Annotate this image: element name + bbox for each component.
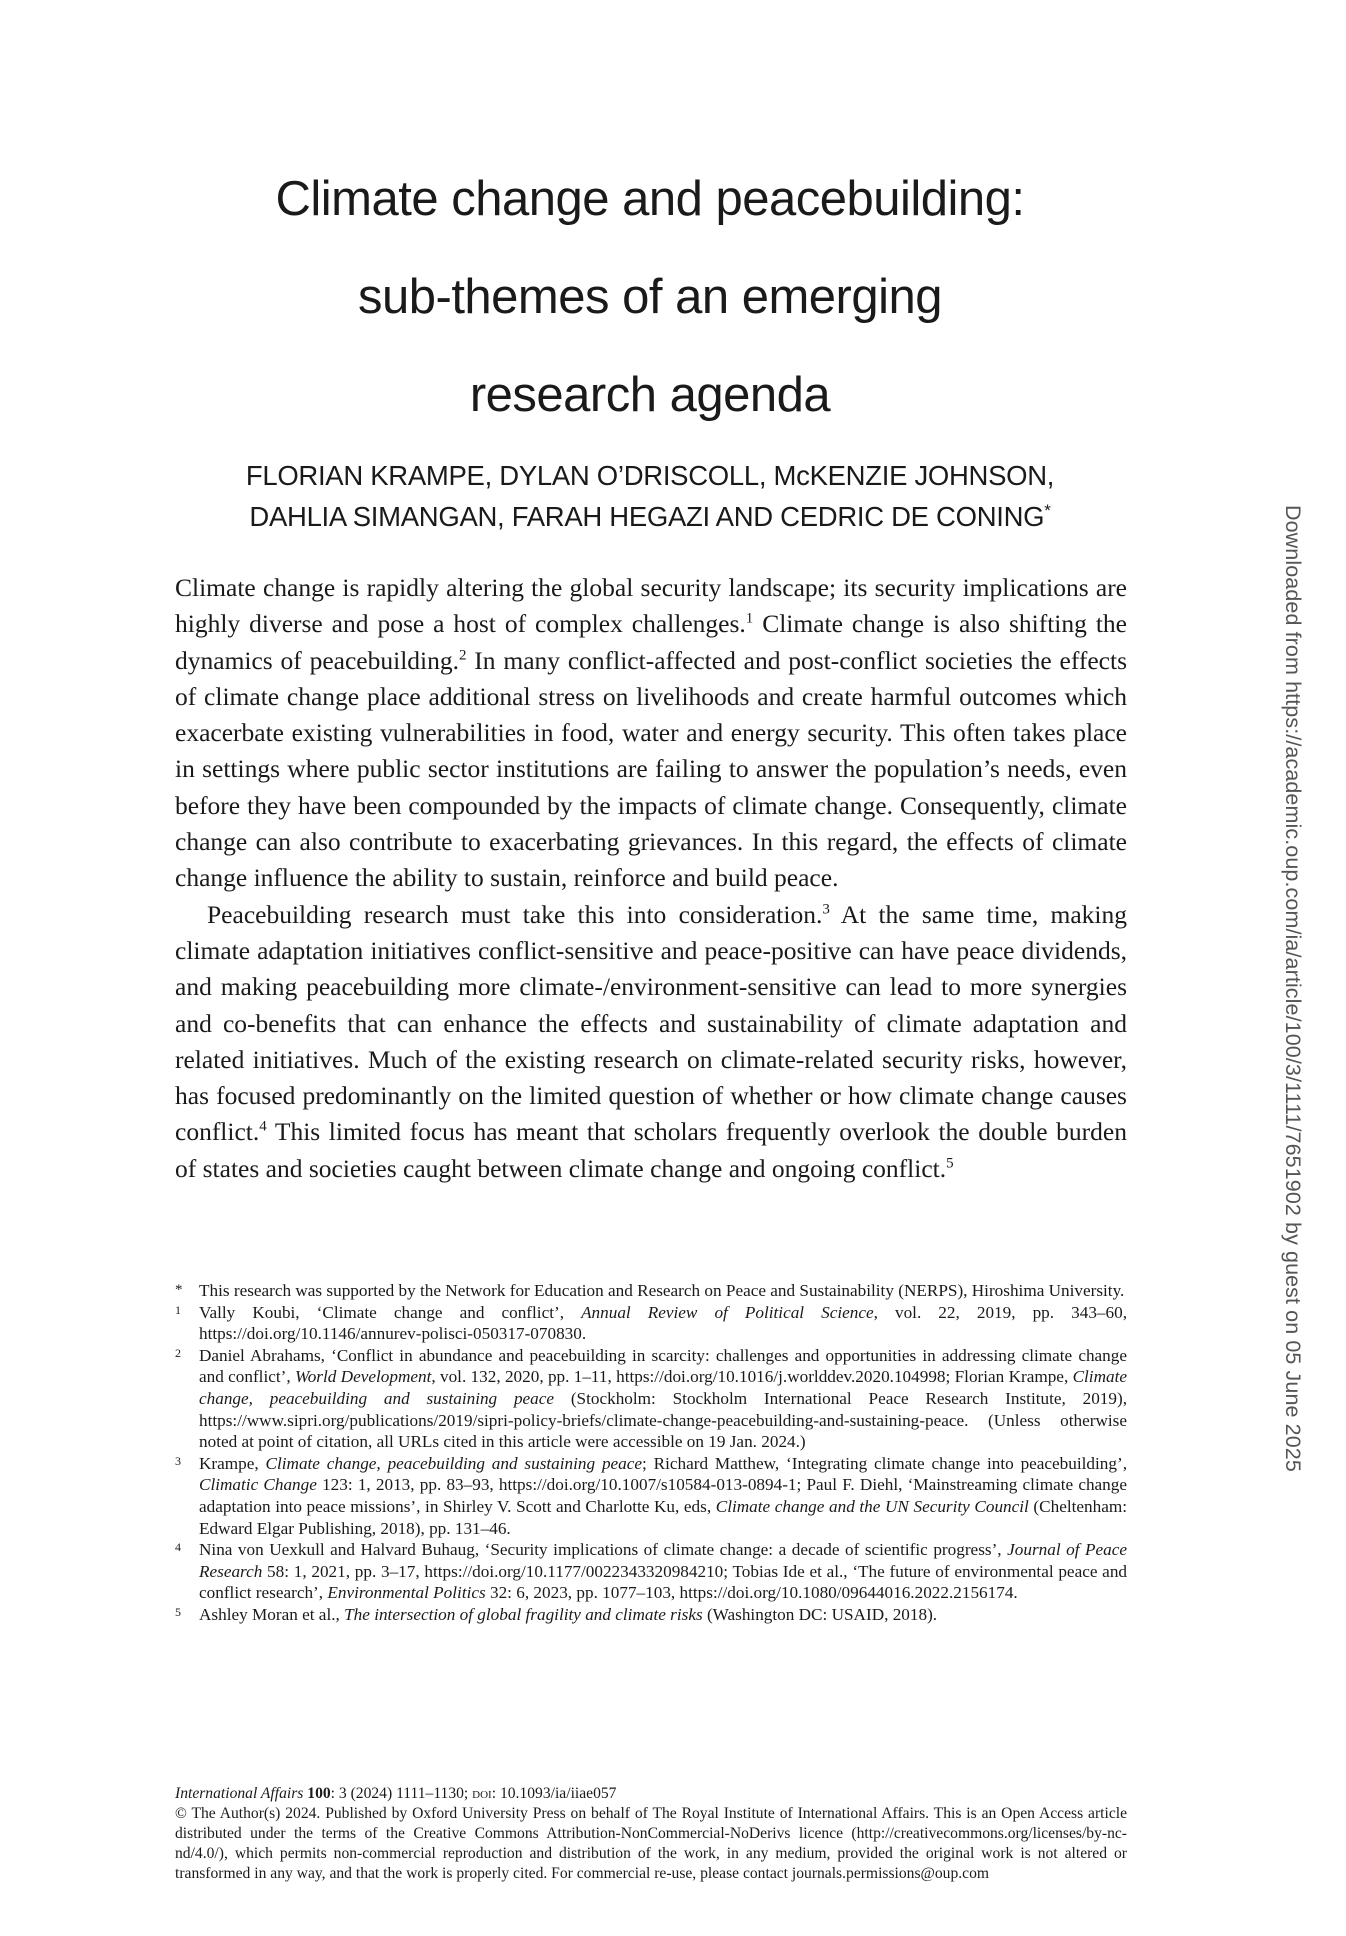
footnote-marker: * [175,1282,183,1298]
author-line-2 [150,493,1150,534]
footnote-marker: 1 [175,1302,181,1317]
footnote-text: This research was supported by the Network for Education and Research on Peace and Sustainability (NERPS), Hiroshima University. [199,1281,1125,1300]
body-paragraph [175,570,1127,897]
title-line-3: research agenda [469,368,831,422]
body-text-segment: Climate change is rapidly altering the global security landscape; its security implications are highly diverse and pose a host of complex challenges. [175,573,1127,639]
footnote-text: 123: 1, 2013, pp. 83–93, https://doi.org/10.1007/s10584-013-0894-1; Paul F. Diehl, ‘Mainstreaming climate change adaptation into peace missions’, in Shirley V. Scott and Charlotte Ku, eds, [199,1475,1128,1516]
footnote-text: , vol. 22, 2019, pp. 343–60, https://doi.org/10.1146/annurev-polisci-050317-070830. [199,1302,1127,1344]
footnote-italic-title: Annual Review of Political Science [581,1302,874,1322]
body-text-segment: At the same time, making climate adaptation initiatives conflict-sensitive and peace-positive can have peace dividends, and making peacebuilding more climate-/environment-sensitive can lead to more synergies and co-benefits that can enhance the effects and sustainability of climate adaptation and related initiatives. Much of the existing research on climate-related security risks, however, has focused predominantly on the limited question of whether or how climate change causes conflict. [175,899,1127,1147]
footnote-text: , vol. 132, 2020, pp. 1–11, https://doi.org/10.1016/j.worlddev.2020.104998; Florian Krampe, [431,1367,1073,1387]
footnote-item [175,1453,1127,1539]
citation-line [175,1784,1127,1804]
footnote-text: Ashley Moran et al., [199,1604,345,1624]
issue-pages: : 3 (2024) 1111–1130; [330,1785,473,1802]
title-line-2: sub-themes of an emerging [358,270,942,324]
footnote-item [175,1539,1127,1604]
download-watermark-text: Downloaded from https://academic.oup.com/ia/article/100/3/1111/7651902 by guest on 05 June 2025 [1281,505,1305,1472]
footnote-item [175,1302,1127,1345]
body-text-segment: This limited focus has meant that scholars frequently overlook the double burden of states and societies caught between climate change and ongoing conflict. [175,1117,1127,1183]
footnote-text: (Washington DC: USAID, 2018). [702,1604,938,1624]
footnote-italic-title: Climate change and the UN Security Council [715,1496,1029,1516]
author-footnote-marker[interactable]: * [1044,501,1051,520]
footnote-marker: 4 [175,1540,181,1555]
body-text-segment: Peacebuilding research must take this into consideration. [207,899,823,929]
doi-label: doi [472,1785,492,1802]
body-text-segment: In many conflict-affected and post-conflict societies the effects of climate change place additional stress on livelihoods and create harmful outcomes which exacerbate existing vulnerabilities in food, water and energy security. This often takes place in settings where public sector institutions are failing to answer the population’s needs, even before they have been compounded by the impacts of climate change. Consequently, climate change can also contribute to exacerbating grievances. In this regard, the effects of climate change influence the ability to sustain, reinforce and build peace. [175,645,1128,893]
footnote-item [175,1280,1127,1302]
article-title [150,150,1150,444]
copyright-notice: © The Author(s) 2024. Published by Oxford University Press on behalf of The Royal Institute of International Affairs. This is an Open Access article distributed under the terms of the Creative Commons Attribution-NonCommercial-NoDerivs licence (http://creativecommons.org/licenses/by-nc-nd/4.0/), which permits non-commercial reproduction and distribution of the work, in any medium, provided the original work is not altered or transformed in any way, and that the work is properly cited. For commercial re-use, please contact journals.permissions@oup.com [175,1805,1127,1882]
author-line-2-text: DAHLIA SIMANGAN, FARAH HEGAZI AND CEDRIC DE CONING [249,501,1045,533]
title-line-1: Climate change and peacebuilding: [275,172,1025,226]
footnote-ref[interactable]: 5 [946,1155,954,1172]
footnote-italic-title: Climate change, peacebuilding and sustaining peace [265,1453,643,1473]
footnote-marker: 3 [175,1453,181,1468]
journal-volume: 100 [307,1785,331,1802]
journal-footer [175,1784,1127,1884]
footnotes-section [175,1280,1127,1626]
footnote-italic-title: World Development [294,1367,432,1387]
footnote-text: Nina von Uexkull and Halvard Buhaug, ‘Security implications of climate change: a decade of scientific progress’, [199,1540,1008,1560]
footnote-text: Krampe, [199,1453,266,1473]
footnote-text: (Stockholm: Stockholm International Peace Research Institute, 2019), https://www.sipri.org/publications/2019/sipri-policy-briefs/climate-change-peacebuilding-and-sustaining-peace. (Unless otherwise noted at point of citation, all URLs cited in this article were accessible on 19 Jan. 2024.) [199,1388,1127,1452]
footnote-italic-title: The intersection of global fragility and climate risks [344,1604,703,1624]
footnote-ref[interactable]: 4 [259,1118,267,1135]
footnote-text: Vally Koubi, ‘Climate change and conflict’, [199,1302,582,1322]
body-paragraph [175,897,1127,1187]
download-watermark [1278,505,1318,1515]
footnote-italic-title: Climate change, peacebuilding and sustaining peace [199,1367,1127,1408]
footnote-ref[interactable]: 3 [822,901,830,918]
footnote-marker: 5 [175,1604,181,1619]
author-list [150,458,1150,534]
footnote-item [175,1604,1127,1626]
footnote-text: 58: 1, 2021, pp. 3–17, https://doi.org/10.1177/0022343320984210; Tobias Ide et al., ‘The future of environmental peace and conflict research’, [199,1561,1127,1603]
footnote-text: (Cheltenham: Edward Elgar Publishing, 2018), pp. 131–46. [199,1496,1127,1538]
footnote-italic-title: Climatic Change [199,1475,317,1495]
journal-name: International Affairs [175,1785,304,1802]
article-body [175,570,1127,1187]
doi-value[interactable]: : 10.1093/ia/iiae057 [491,1785,617,1802]
footnote-text: ; Richard Matthew, ‘Integrating climate change into peacebuilding’, [642,1453,1128,1473]
footnote-item [175,1345,1127,1453]
body-text-segment: Climate change is also shifting the dynamics of peacebuilding. [175,609,1127,675]
author-line-1: FLORIAN KRAMPE, DYLAN O’DRISCOLL, McKENZIE JOHNSON, [245,460,1055,491]
footnote-ref[interactable]: 1 [745,610,754,627]
footnote-ref[interactable]: 2 [459,647,467,664]
footnote-italic-title: Journal of Peace Research [199,1540,1127,1581]
footnote-text: Daniel Abrahams, ‘Conflict in abundance and peacebuilding in scarcity: challenges and opportunities in addressing climate change and conflict’, [199,1345,1127,1387]
footnote-text: 32: 6, 2023, pp. 1077–103, https://doi.org/10.1080/09644016.2022.2156174. [485,1583,1018,1603]
footnote-marker: 2 [175,1345,181,1360]
footnote-italic-title: Environmental Politics [327,1583,486,1603]
